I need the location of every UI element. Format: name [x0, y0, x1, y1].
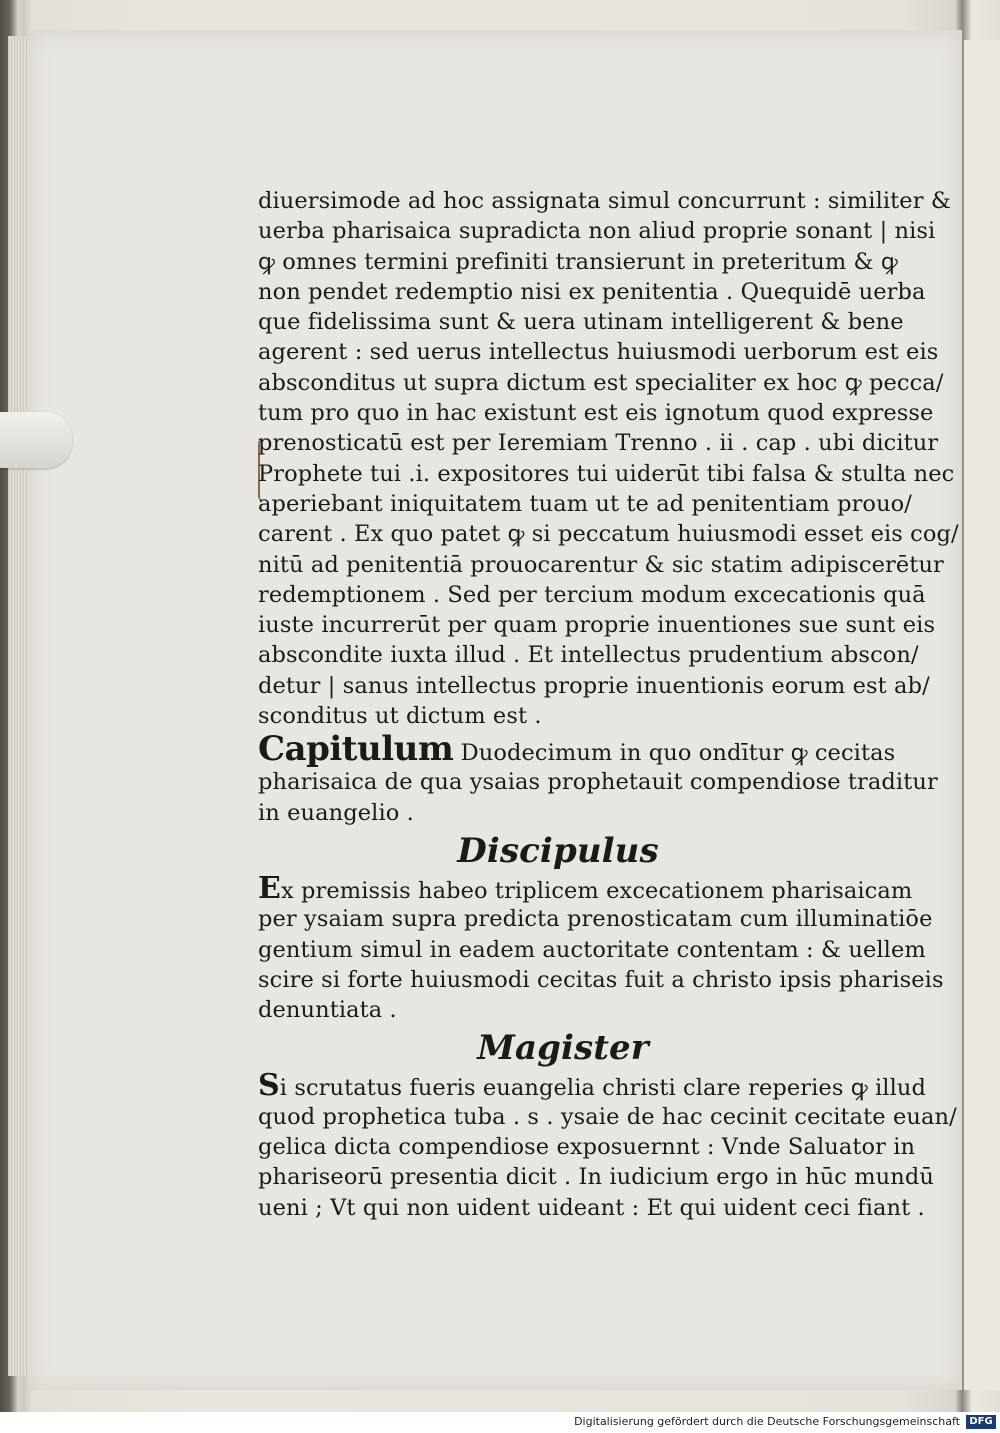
- text-line: [258, 870, 913, 906]
- text-line: redemptionem . Sed per tercium modum excecationis quā: [258, 581, 926, 608]
- text-line: abscondite iuxta illud . Et intellectus prudentium abscon/: [258, 642, 919, 669]
- text-line: detur | sanus intellectus proprie inuentionis eorum est ab/: [258, 672, 930, 699]
- text-line: Prophete tui .i. expositores tui uiderūt tibi falsa & stulta nec: [258, 460, 955, 487]
- text-line: in euangelio .: [258, 799, 414, 826]
- footer-credit-text: Digitalisierung gefördert durch die Deutsche Forschungsgemeinschaft: [574, 1415, 960, 1428]
- initial-letter: E: [258, 870, 281, 906]
- text-line: quod prophetica tuba . s . ysaie de hac cecinit cecitate euan/: [258, 1103, 957, 1130]
- text-line: per ysaiam supra predicta prenosticatam cum illuminatiōe: [258, 906, 933, 933]
- text-line: absconditus ut supra dictum est specialiter ex hoc ꝙ pecca/: [258, 369, 944, 396]
- text-line: iuste incurrerūt per quam proprie inuentiones sue sunt eis: [258, 612, 936, 639]
- text-line: gelica dicta compendiose exposuernnt : Vnde Saluator in: [258, 1134, 916, 1161]
- text-line: ueni ; Vt qui non uident uideant : Et qui uident ceci fiant .: [258, 1194, 925, 1221]
- chapter-title-text: Duodecimum in quo ondītur ꝙ cecitas: [460, 740, 896, 767]
- text-line: sconditus ut dictum est .: [258, 703, 542, 730]
- dfg-logo-icon: DFG: [966, 1415, 996, 1429]
- text-line: non pendet redemptio nisi ex penitentia . Quequidē uerba: [258, 278, 926, 305]
- text-line: nitū ad penitentiā prouocarentur & sic statim adipiscerētur: [258, 551, 944, 578]
- initial-letter: S: [258, 1068, 280, 1104]
- line-text: x premissis habeo triplicem excecationem pharisaicam: [280, 877, 913, 904]
- text-line: agerent : sed uerus intellectus huiusmodi uerborum est eis: [258, 339, 939, 366]
- printed-text-block: [258, 186, 959, 1223]
- text-line: denuntiata .: [258, 997, 397, 1024]
- text-line: [258, 1068, 926, 1104]
- chapter-heading-line: [258, 729, 896, 770]
- text-line: tum pro quo in hac existunt est eis ignotum quod expresse: [258, 400, 934, 427]
- text-line: gentium simul in eadem auctoritate contentam : & uellem: [258, 936, 926, 963]
- book-page-edges: [8, 36, 30, 1376]
- page-tab-marker: [0, 412, 72, 468]
- text-line: phariseorū presentia dicit . In iudicium ergo in hūc mundū: [258, 1164, 934, 1191]
- heading-magister: Magister: [477, 1028, 649, 1069]
- text-line: carent . Ex quo patet ꝙ si peccatum huiusmodi esset eis cog/: [258, 521, 959, 548]
- text-line: que fidelissima sunt & uera utinam intelligerent & bene: [258, 309, 904, 336]
- footer-bar: [0, 1412, 1000, 1433]
- chapter-word: Capitulum: [258, 729, 454, 770]
- text-line: scire si forte huiusmodi cecitas fuit a christo ipsis phariseis: [258, 966, 944, 993]
- text-line: uerba pharisaica supradicta non aliud proprie sonant | nisi: [258, 218, 936, 245]
- text-line: diuersimode ad hoc assignata simul concurrunt : similiter &: [258, 188, 951, 214]
- line-text: i scrutatus fueris euangelia christi clare reperies ꝙ illud: [279, 1075, 926, 1102]
- text-line: aperiebant iniquitatem tuam ut te ad penitentiam prouo/: [258, 490, 912, 517]
- facing-page-edge: [964, 40, 1000, 1390]
- text-line: pharisaica de qua ysaias prophetauit compendiose traditur: [258, 769, 938, 796]
- heading-discipulus: Discipulus: [457, 830, 659, 871]
- text-line: ꝙ omnes termini prefiniti transierunt in preteritum & ꝙ: [258, 248, 898, 275]
- text-line: prenosticatū est per Ieremiam Trenno . ii . cap . ubi dicitur: [258, 430, 939, 457]
